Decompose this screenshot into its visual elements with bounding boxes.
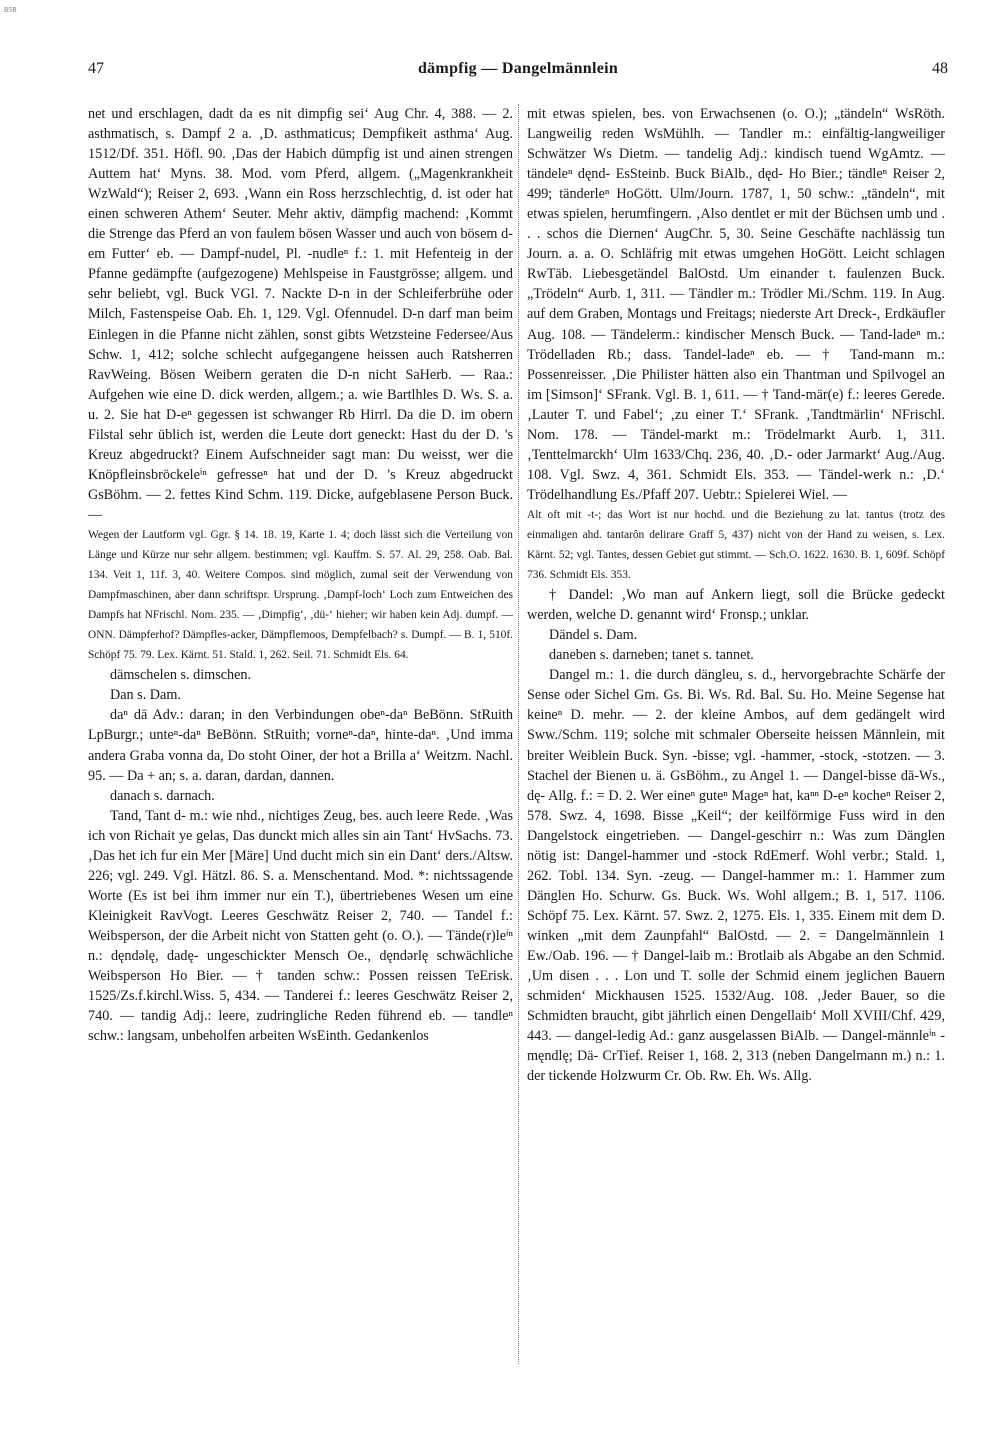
page-number-right: 48 [932, 60, 948, 77]
entry-daemschelen: dämschelen s. dimschen. [110, 667, 252, 684]
page-number-left: 47 [88, 60, 104, 77]
entry-daempfig-continued: net und erschlagen, dadt da es nit dimpfig sei‘ Aug Chr. 4, 388. — 2. asthmatisch, s. Dampf 2 a. ‚D. asthmaticus; Dempfikeit asthma‘ Aug. 1512/Df. 351. Höfl. 90. ‚Das der Habich dümpfig ist und ainen strengen Auttem hat‘ Myns. 38. Mod. vom Pferd, allgem. („Magenkrankheit WzWald“); Reiser 2, 693. ‚Wann ein Ross herzschlechtig, d. ist oder hat einen schweren Athem‘ Seuter. Mehr aktiv, dämpfig machend: ‚Kommt die Strenge das Pferd an von faulem bösen Wasser und auch von bösem d-em Futter‘ eb. — Dampf-nudel, Pl. -nudleⁿ f.: 1. mit Hefenteig in der Pfanne gedämpfte (aufgezogene) Mehlspeise in Faustgrösse; allgem. und sehr beliebt, vgl. Buck VGl. 7. Nackte D-n in der Schleiferbrühe oder Milch, Fastenspeise Oab. Eh. 1, 129. Vgl. Ofennudel. D-n darf man beim Einlegen in die Pfanne nicht zählen, sonst gibts Wetzsteine Federsee/Aus Schw. 1, 412; solche schlecht aufgegangene heissen auch Ratsherren RavWeing. Bösen Weibern geraten die D-n nicht SaHerb. — Raa.: Aufgehen wie eine D. dick werden, allgem.; a. wie Bartlhles D. Ws. S. a. u. 2. Sie hat D-eⁿ gegessen ist schwanger Rb Hirrl. Da die D. im obern Filstal sehr üblich ist, werden die Leute dort geneckt: Hast du der D. 's Kreuz abgedruckt? Einem Aufschneider sagt man: Du weisst, wer die Knöpfleinsbröckeleⁱⁿ gefresseⁿ hat und der D. 's Kreuz abgedruckt GsBöhm. — 2. fettes Kind Schm. 119. Dicke, aufgeblasene Person Buck. — [88, 106, 513, 523]
column-divider [518, 104, 519, 1364]
entry-danach: danach s. darnach. [110, 787, 215, 804]
entry-daendel: Dändel s. Dam. [549, 627, 638, 644]
entry-dan-adverb: daⁿ dā Adv.: daran; in den Verbindungen obeⁿ-daⁿ BeBönn. StRuith LpBurgr.; unteⁿ-daⁿ BeBönn. StRuith; vorneⁿ-daⁿ, hinte-daⁿ. ‚Und imma andera Graba vonna da, Do stoht Oiner, der hot a Brilla a‘ Weitzm. Nachl. 95. — Da + an; s. a. daran, dardan, dannen. [88, 707, 513, 784]
entry-tand: Tand, Tant d- m.: wie nhd., nichtiges Zeug, bes. auch leere Rede. ‚Was ich von Richait ye gelas, Das dunckt mich alles sin ain Tant‘ HvSachs. 73. ‚Das het ich fur ein Mer [Märe] Und ducht mich sin ein Dant‘ ders./Altsw. 226; vgl. 249. Vgl. Hätzl. 86. S. a. Menschentand. Mod. *: nichtssagende Worte (Es ist bei ihm immer nur ein T.), übertriebenes Wesen um eine Kleinigkeit RavVogt. Leeres Geschwätz Reiser 2, 740. — Tandel f.: Weibsperson, der die Arbeit nicht von Statten geht (o. O.). — Tände(r)leⁱⁿ n.: dęndəlę, dadę- ungeschickter Mensch Oe., dęndərlę schwächliche Weibsperson Ho Bier. — † tanden schw.: Possen reissen TeErisk. 1525/Zs.f.kirchl.Wiss. 5, 434. — Tanderei f.: leeres Geschwätz Reiser 2, 740. — tandig Adj.: leere, zudringliche Reden führend eb. — tandleⁿ schw.: langsam, unbeholfen arbeiten WsEinth. Gedankenlos [88, 807, 513, 1045]
entry-dangel: Dangel m.: 1. die durch dängleu, s. d., hervorgebrachte Schärfe der Sense oder Sichel Gm. Gs. Bi. Ws. Rd. Bal. Su. Ho. Meine Segense hat keineⁿ D. mehr. — 2. der kleine Ambos, auf dem gedängelt wird Sww./Schm. 119; solche mit schmaler Oberseite heissen Männlein, mit breiter Weiblein Buck. Syn. -bisse; vgl. -hammer, -stock, -stotzen. — 3. Stachel der Bienen u. ä. GsBöhm., zu Angel 1. — Dangel-bisse dā-Ws., dę- Allg. f.: = D. 2. Wer eineⁿ guteⁿ Mageⁿ hat, kaⁿⁿ D-eⁿ kocheⁿ Reiser 2, 578. Swz. 4, 1698. Bisse „Keil“; der keilförmige Fuss wird in den Dangelstock eingetrieben. — Dangel-geschirr n.: Was zum Dänglen nötig ist: Dangel-hammer und -stock RdEmerf. Wohl verbr.; Stald. 1, 262. Tobl. 134. Syn. -zeug. — Dangel-hammer m.: 1. Hammer zum Dänglen Ho. Schurw. Gs. Buck. Ws. Wohl allgem.; B. 1, 517. 1106. Schöpf 75. Lex. Kärnt. 57. Swz. 2, 1275. Els. 1, 335. Einem mit dem D. winken „mit dem Zaunpfahl“ BalOstd. — 2. = Dangelmännlein 1 Ew./Oab. 196. — † Dangel-laib m.: Brotlaib als Abgabe an den Schmid. ‚Um disen . . . Lon und T. solle der Schmid einem jeglichen Bauern schmiden‘ Mickhausen 1525. 1532/Aug. 108. ‚Jeder Bauer, so die Schmidten braucht, gibt jährlich einen Dengellaib‘ Moll XVIII/Chf. 429, 443. — dangel-ledig Ad.: ganz ausgelassen BiAlb. — Dangel-männleⁱⁿ -męndlę; Dä- CrTief. Reiser 1, 168. 2, 313 (neben Dangelmann m.) n.: 1. der tickende Holzwurm Cr. Ob. Rw. Eh. Ws. Allg. [527, 667, 945, 1085]
library-watermark: BSB [4, 6, 17, 14]
right-column [527, 104, 945, 1086]
left-column [88, 104, 513, 1046]
page-header [88, 60, 948, 84]
entry-dan: Dan s. Dam. [110, 687, 181, 704]
running-title: dämpfig — Dangelmännlein [417, 60, 619, 77]
entry-daneben: daneben s. darneben; tanet s. tannet. [549, 647, 754, 664]
etymology-note-tand: Alt oft mit -t-; das Wort ist nur hochd. und die Beziehung zu lat. tantus (trotz des einmaligen ahd. tantarôn delirare Graff 5, 437) nicht von der Hand zu weisen, s. Lex. Kärnt. 52; vgl. Tantes, dessen Gebiet gut stimmt. — Sch.O. 1622. 1630. B. 1, 609f. Schöpf 736. Schmidt Els. 353. [527, 508, 945, 582]
entry-dandel: † Dandel: ‚Wo man auf Ankern liegt, soll die Brücke gedeckt werden, welche D. genannt wird‘ Fronsp.; unklar. [527, 587, 945, 624]
entry-tand-continued: mit etwas spielen, bes. von Erwachsenen (o. O.); „tändeln“ WsRöth. Langweilig reden WsMühlh. — Tandler m.: einfältig-langweiliger Schwätzer Ws Dietm. — tandelig Adj.: kindisch tuend WgAmtz. — tändeleⁿ dęnd- EsSteinb. Buck BiAlb., dęd- Ho Bier.; tändleⁿ Reiser 2, 499; tänderleⁿ HoGött. Ulm/Journ. 1787, 1, 50 schw.: „tändeln“, mit etwas spielen, herumfingern. ‚Also dentlet er mit der Büchsen umb und . . . schos die Diernen‘ AugChr. 5, 30. Seine Geschäfte nachlässig tun Journ. a. a. O. Schläfrig mit etwas umgehen HoGött. Leicht schlagen RwTäb. Liebesgetändel BalOstd. Um einander t. faulenzen Buck. „Trödeln“ Aurb. 1, 311. — Tändler m.: Trödler Mi./Schm. 119. In Aug. auf dem Graben, Montags und Freitags; niederste Art Dreck-, Erdkäufler Aug. 108. — Tändelerm.: kindischer Mensch Buck. — Tand-ladeⁿ m.: Trödelladen Rb.; dass. Tandel-ladeⁿ eb. — † Tand-mann m.: Possenreisser. ‚Die Philister hätten also ein Thantman und Spilvogel an im [Simson]‘ SFrank. Vgl. B. 1, 611. — † Tand-mär(e) f.: leeres Gerede. ‚Lauter T. und Fabel‘; ‚zu einer T.‘ SFrank. ‚Tandtmärlin‘ NFrischl. Nom. 178. — Tändel-markt m.: Trödelmarkt Aurb. 1, 311. ‚Tenttelmarckh‘ Ulm 1633/Chq. 236, 40. ‚D.- oder Jarmarkt‘ Aug./Aug. 108. Vgl. Swz. 4, 361. Schmidt Els. 353. — Tändel-werk n.: ‚D.‘ Trödelhandlung Es./Pfaff 207. Uebtr.: Spielerei Wiel. — [527, 106, 945, 503]
etymology-note-daempfig: Wegen der Lautform vgl. Ggr. § 14. 18. 19, Karte 1. 4; doch lässt sich die Verteilung von Länge und Kürze nur sehr allgem. bestimmen; vgl. Kauffm. S. 57. Al. 29, 258. Oab. Bal. 134. Veit 1, 11f. 3, 40. Weitere Compos. sind möglich, zumal seit der Verwendung von Dampfmaschinen, aber dann schriftspr. Ursprung. ‚Dampf-loch‘ Loch zum Entweichen des Dampfs hat NFrischl. Nom. 235. — ‚Dimpfig‘, ‚dü-‘ hieher; wir haben kein Adj. dumpf. — ONN. Dämpferhof? Dämpfles-acker, Dämpflemoos, Dempfelbach? s. Dumpf. — B. 1, 510f. Schöpf 75. 79. Lex. Kärnt. 51. Stald. 1, 262. Seil. 71. Schmidt Els. 64. [88, 528, 513, 662]
